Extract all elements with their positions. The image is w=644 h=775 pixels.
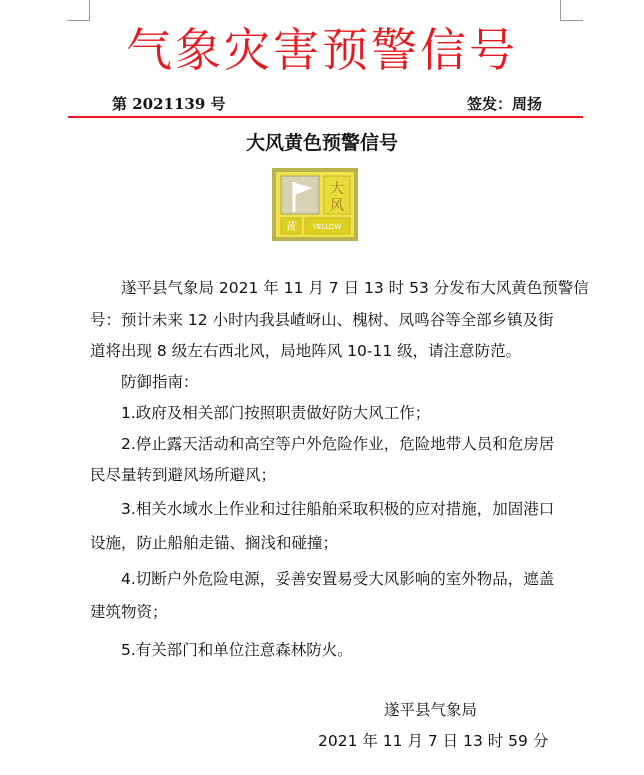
- guide-item-2-line-1: 2.停止露天活动和高空等户外危险作业，危险地带人员和危房居: [121, 435, 555, 453]
- document-number: 第 2021139 号: [112, 95, 226, 113]
- guide-item-4-line-2: 建筑物资；: [90, 603, 168, 621]
- document-signer: 签发：周扬: [466, 95, 542, 113]
- document-header-title: 气象灾害预警信号: [126, 23, 518, 77]
- signature-organization: 遂平县气象局: [384, 701, 478, 719]
- signal-char-top: 大: [330, 181, 344, 197]
- signal-char-bottom: 风: [330, 198, 344, 214]
- guide-heading: 防御指南：: [121, 373, 199, 391]
- guide-item-5: 5.有关部门和单位注意森林防火。: [121, 641, 353, 659]
- signal-yellow-label: YELLOW: [312, 223, 342, 231]
- header-divider: [68, 116, 583, 118]
- crop-mark-left: [67, 0, 90, 21]
- guide-item-3-line-1: 3.相关水域水上作业和过往船舶采取积极的应对措施，加固港口: [121, 500, 555, 518]
- wind-yellow-warning-icon: [272, 168, 358, 241]
- document-meta-row: [112, 93, 542, 115]
- intro-line-1: 遂平县气象局 2021 年 11 月 7 日 13 时 53 分发布大风黄色预警信: [121, 279, 589, 297]
- intro-line-2: 号：预计未来 12 小时内我县嵖岈山、槐树、凤鸣谷等全部乡镇及街: [90, 311, 554, 329]
- signature-date: 2021 年 11 月 7 日 13 时 59 分: [318, 732, 549, 750]
- guide-item-3-line-2: 设施，防止船舶走锚、搁浅和碰撞；: [90, 534, 339, 552]
- crop-mark-right: [560, 0, 583, 21]
- guide-item-4-line-1: 4.切断户外危险电源，妥善安置易受大风影响的室外物品，遮盖: [121, 570, 555, 588]
- intro-line-3: 道将出现 8 级左右西北风，局地阵风 10-11 级，请注意防范。: [90, 342, 522, 360]
- signal-yellow-char: 黄: [286, 222, 296, 233]
- flag-panel: [281, 176, 319, 214]
- guide-item-2-line-2: 民尽量转到避风场所避风；: [90, 466, 277, 484]
- guide-item-1: 1.政府及相关部门按照职责做好防大风工作；: [121, 404, 431, 422]
- notice-title: 大风黄色预警信号: [245, 132, 398, 154]
